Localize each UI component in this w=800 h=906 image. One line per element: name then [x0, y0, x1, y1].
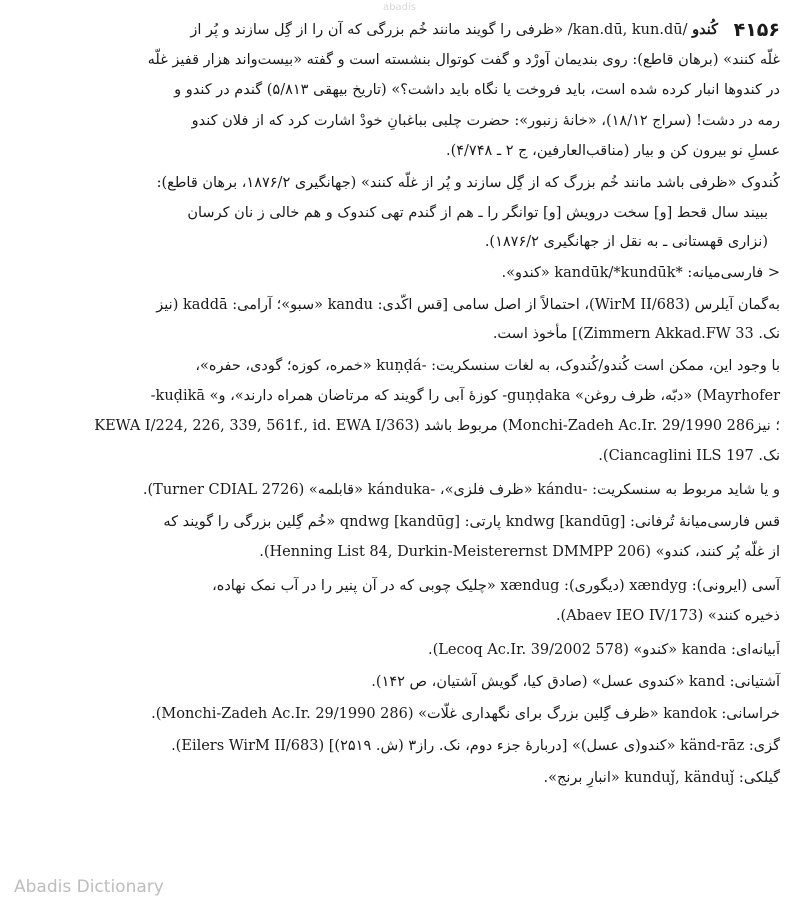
dialect-line: ذخیره کنند» (Abaev IEO IV/173).	[555, 608, 780, 624]
dialect-line: آسی (ایرونی): xændyg (دیگوری): xændug «چلیک چوبی که در آن پنیر را در آب نمک نهاده،	[212, 578, 780, 594]
etymology-line: KEWA I/224, 226, 339, 561f., id. EWA I/363) مربوط باشد (Monchi-Zadeh Ac.Ir. 29/1990 286؛ نیز	[94, 418, 780, 434]
poem-line: ببیند سال قحط [و] سخت درویش [و] توانگر را ـ هم از گندم تهی کندوک و هم خالی ز نان کرسان	[187, 205, 768, 221]
entry-line: عسلِ نو بیرون کن و بیار (مناقب‌العارفین، ج ۲ ـ ۴/۷۴۸).	[445, 143, 780, 159]
dialect-line: گیلکی: kunduǰ, känduǰ «انبارِ برنج».	[543, 770, 780, 786]
dialect-line: اَبیانه‌ای: kanda «کندو» (Lecoq Ac.Ir. 39/2002 578).	[427, 642, 780, 658]
etymology-line: نک. Zimmern Akkad.FW 33)] مأخوذ است.	[492, 326, 780, 342]
etymology-line: از غلّه پُر کنند، کندو» (Henning List 84, Durkin-Meisterernst DMMPP 206).	[259, 544, 780, 560]
watermark-top: abadis	[383, 2, 416, 13]
etymology-line: < فارسی‌میانه: *kandūk/*kundūk «کندو».	[501, 265, 780, 281]
etymology-line: قس فارسی‌میانهٔ تُرفانی: kndwg [kandūg] پارتی: qndwg [kandūg] «خُم گِلین بزرگی را گویند که	[163, 514, 780, 530]
etymology-line: -kuḍikā «کوزهٔ آبی را گویند که مرتاضان همراه دارند»، و -guṇḍaka «دبّه، ظرف روغن» (Mayrhofer	[150, 388, 780, 404]
dialect-line: گزی: känd-rāz «کندو(ی عسل)» [دربارهٔ جزء دوم، نک. راز۳ (ش. ۲۵۱۹)] (Eilers WirM II/683).	[171, 738, 780, 754]
etymology-line: و یا شاید مربوط به سنسکریت: -kándu «ظرف فلزی»، -kánduka «قابلمه» (Turner CDIAL 2726).	[142, 482, 780, 498]
entry-line: غلّه کنند» (برهان قاطع): روی بندیمان آورْد و گفت کوتوال بنشسته است و گفته «بیست‌واند هزار قفیز غلّه	[147, 52, 780, 68]
etymology-line: با وجود این، ممکن است کُندو/کُندوک، به لغات سنسکریت: -kuṇḍá «خمره، کوزه؛ گودی، حفره»،	[195, 358, 780, 374]
dialect-line: خراسانی: kandok «ظرف گِلین بزرگ برای نگهداری غلّات» (Monchi-Zadeh Ac.Ir. 29/1990 286).	[151, 706, 780, 722]
entry-line-1	[10, 20, 718, 40]
etymology-line: به‌گمان آیلرس (WirM II/683)، احتمالاً از اصل سامی [قس اکّدی: kandu «سبو»؛ آرامی: kaddā (نیز	[156, 297, 780, 313]
headword: کُندو	[692, 21, 718, 38]
footer-watermark: Abadis Dictionary	[14, 877, 164, 897]
etymology-line: نک. Ciancaglini ILS 197).	[598, 448, 780, 464]
page-number: ۴۱۵۶	[733, 19, 780, 41]
subentry-line: کُندوک «ظرفی باشد مانند خُم بزرگ که از گِل سازند و پُر از غلّه کنند» (جهانگیری ۱۸۷۶/۲، برهان قاطع):	[156, 175, 780, 191]
line-text: /kan.dū, kun.dū/ «ظرفی را گویند مانند خُم بزرگی که آن را از گِل سازند و پُر از	[190, 22, 688, 38]
entry-line: رمه در دشت! (سراج ۱۸/۱۲)، «خانهٔ زنبور»: حضرت چلبی بباغبانِ خودْ اشارت کرد که از فلان کندو	[191, 113, 780, 129]
dialect-line: آشتیانی: kand «کندوی عسل» (صادق کیا، گویش آشتیان، ص ۱۴۲).	[371, 674, 780, 690]
poem-citation: (نزاری قهستانی ـ به نقل از جهانگیری ۱۸۷۶/۲).	[484, 234, 768, 250]
entry-line: در کندوها انبار کرده شده است، باید فروخت یا نگاه باید داشت؟» (تاریخ بیهقی ۵/۸۱۳) گندم در کندو و	[174, 82, 780, 98]
